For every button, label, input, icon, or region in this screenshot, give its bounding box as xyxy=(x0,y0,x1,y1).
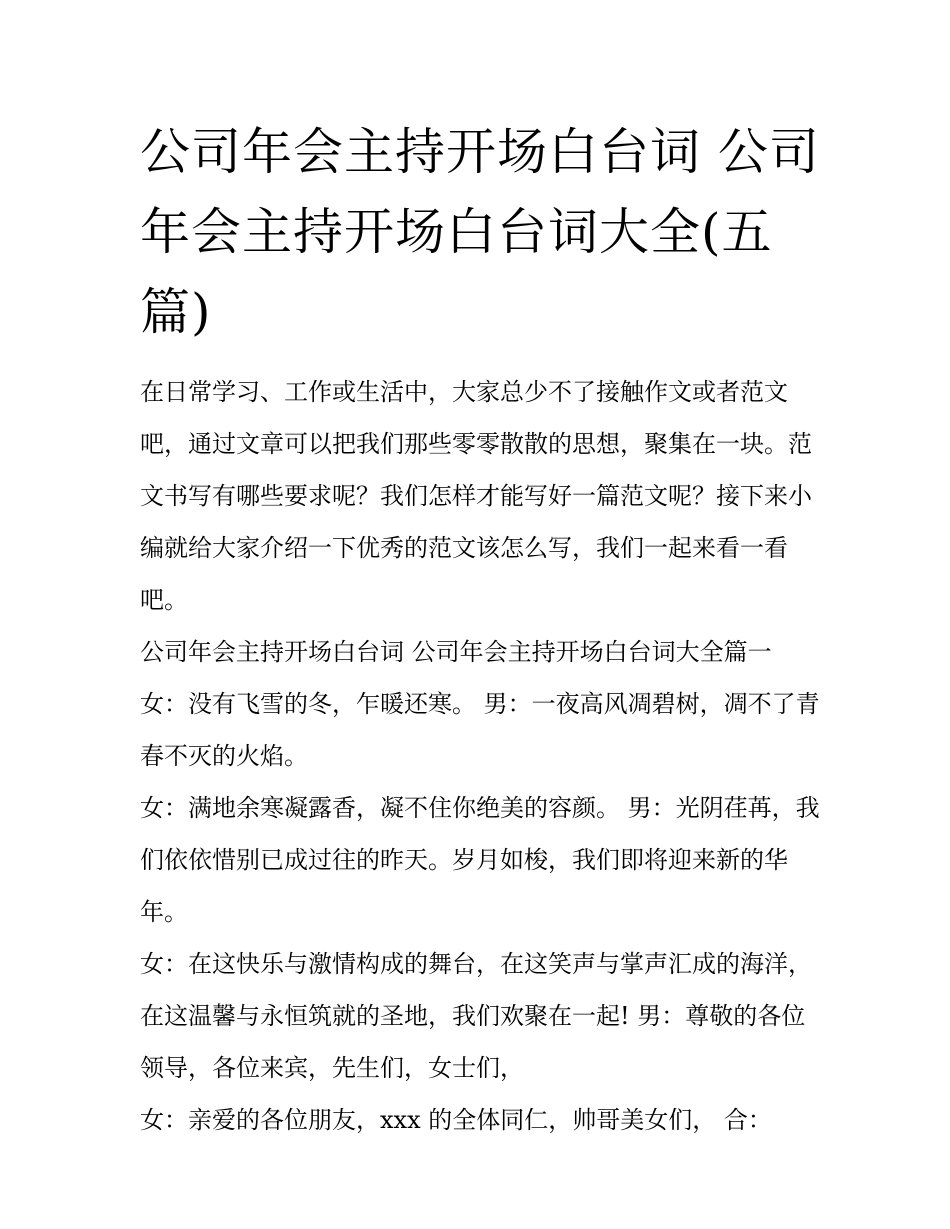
dialogue-paragraph: 女：没有飞雪的冬，乍暖还寒。 男：一夜高风凋碧树，凋不了青春不灭的火焰。 xyxy=(140,690,820,770)
document-title: 公司年会主持开场白台词 公司年会主持开场白台词大全(五篇) xyxy=(140,123,820,341)
document-body xyxy=(140,366,820,1146)
dialogue-paragraph: 女：在这快乐与激情构成的舞台，在这笑声与掌声汇成的海洋，在这温馨与永恒筑就的圣地，我们欢聚在一起! 男：尊敬的各位领导，各位来宾，先生们，女士们， xyxy=(140,950,812,1082)
section-heading: 公司年会主持开场白台词 公司年会主持开场白台词大全篇一 xyxy=(140,638,772,666)
dialogue-paragraph: 女：亲爱的各位朋友，xxx 的全体同仁，帅哥美女们， 合： xyxy=(140,1106,772,1134)
document-page xyxy=(140,112,820,1146)
dialogue-paragraph: 女：满地余寒凝露香，凝不住你绝美的容颜。 男：光阴荏苒，我们依依惜别已成过往的昨天。岁月如梭，我们即将迎来新的华年。 xyxy=(140,794,820,926)
intro-paragraph: 在日常学习、工作或生活中，大家总少不了接触作文或者范文吧，通过文章可以把我们那些零零散散的思想，聚集在一块。范文书写有哪些要求呢？我们怎样才能写好一篇范文呢？接下来小编就给大家介绍一下优秀的范文该怎么写，我们一起来看一看吧。 xyxy=(140,378,812,614)
